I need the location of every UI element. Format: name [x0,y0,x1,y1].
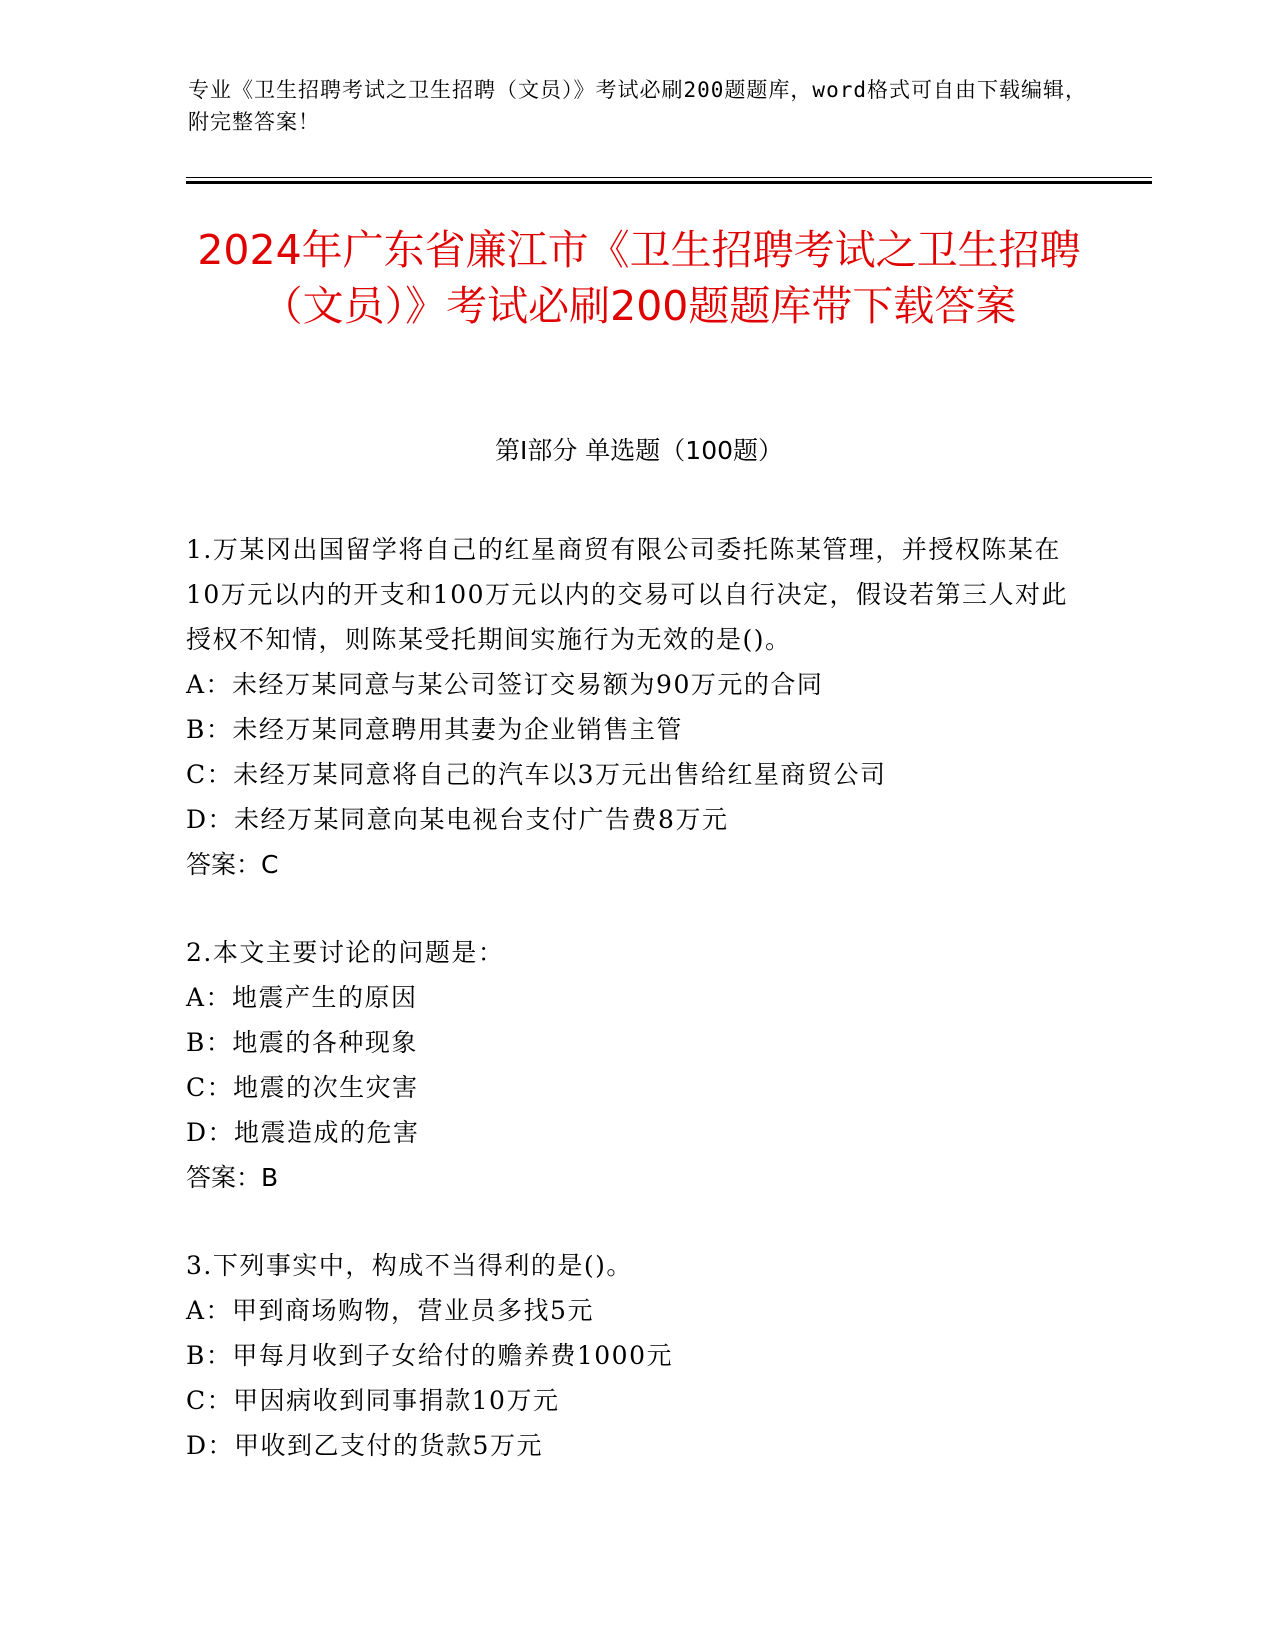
question-stem: 3.下列事实中，构成不当得利的是()。 [186,1251,633,1280]
option-b: B：未经万某同意聘用其妻为企业销售主管 [186,715,683,744]
option-c: C：甲因病收到同事捐款10万元 [186,1386,560,1415]
answer: 答案：C [186,850,279,879]
option-d: D：未经万某同意向某电视台支付广告费8万元 [186,805,729,834]
option-a: A：未经万某同意与某公司签订交易额为90万元的合同 [186,670,824,699]
question-list [186,527,1086,1511]
header-note: 专业《卫生招聘考试之卫生招聘（文员）》考试必刷200题题库，word格式可自由下载编辑，附完整答案！ [188,78,1087,134]
question-3 [186,1243,1086,1468]
option-b: B：甲每月收到子女给付的赡养费1000元 [186,1341,673,1370]
document-title: 2024年广东省廉江市《卫生招聘考试之卫生招聘（文员）》考试必刷200题题库带下载答案 [197,226,1081,330]
section-title: 第Ⅰ部分 单选题（100题） [494,436,784,465]
option-c: C：地震的次生灾害 [186,1073,419,1102]
option-b: B：地震的各种现象 [186,1028,418,1057]
header-divider-thick [186,181,1152,184]
answer: 答案：B [186,1163,279,1192]
question-stem: 1.万某冈出国留学将自己的红星商贸有限公司委托陈某管理，并授权陈某在10万元以内的开支和100万元以内的交易可以自行决定，假设若第三人对此授权不知情，则陈某受托期间实施行为无效的是()。 [186,535,1069,654]
header-divider-thin [186,177,1152,178]
option-c: C：未经万某同意将自己的汽车以3万元出售给红星商贸公司 [186,760,887,789]
option-a: A：甲到商场购物，营业员多找5元 [186,1296,594,1325]
option-d: D：甲收到乙支付的货款5万元 [186,1431,543,1460]
option-d: D：地震造成的危害 [186,1118,420,1147]
option-a: A：地震产生的原因 [186,983,418,1012]
question-2 [186,930,1086,1200]
question-1 [186,527,1086,887]
question-stem: 2.本文主要讨论的问题是： [186,938,505,967]
